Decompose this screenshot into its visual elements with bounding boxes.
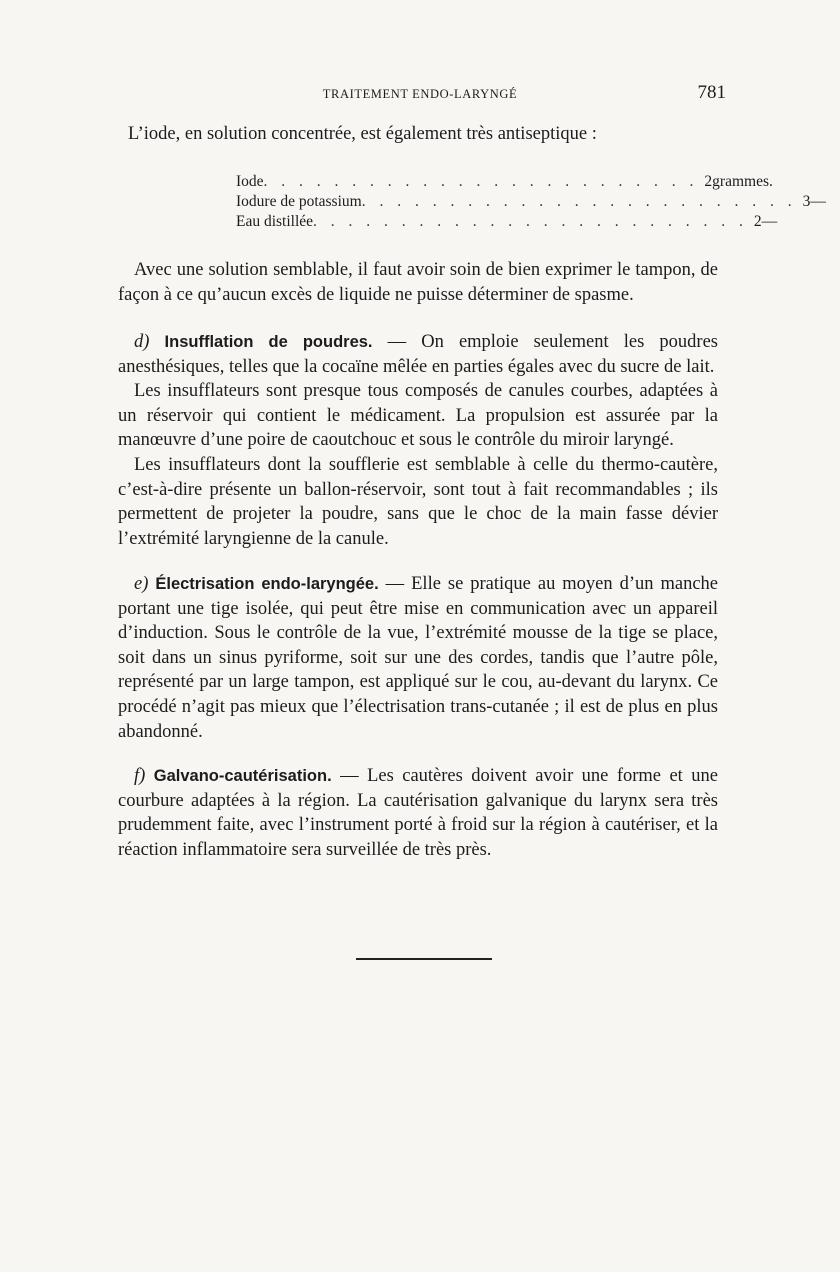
after-formula-paragraph: [118, 258, 718, 307]
section-galvano: [118, 764, 718, 862]
section-letter: e): [134, 574, 149, 594]
section-insufflation: [118, 330, 718, 551]
section-text: — Les cautères doivent avoir une forme et une courbure adaptées à la région. La cautérisation galvanique du larynx sera très prudemment faite, avec l’instrument porté à froid sur la région à cautériser, et la réaction inflammatoire sera surveillée de très près.: [118, 766, 718, 860]
ingredient-name: Iodure de potassium: [236, 193, 362, 210]
ingredient-qty: 2: [753, 213, 762, 230]
formula-table: [236, 172, 826, 232]
section-text: — Elle se pratique au moyen d’un manche portant une tige isolée, qui peut être mise en communication avec un appareil d’induction. Sous le contrôle de la vue, l’extrémité mousse de la tige se place, soit dans un sinus pyriforme, soit sur une des cordes, tandis que l’autre pôle, représenté par un large tampon, est appliqué sur le cou, au-devant du larynx. Ce procédé n’agit pas mieux que l’électrisation trans-cutanée ; il est de plus en plus abandonné.: [118, 574, 719, 742]
page-number: 781: [697, 82, 726, 103]
ingredient-name: Iode: [236, 173, 264, 190]
paragraph-text: Les insufflateurs sont presque tous composés de canules courbes, adaptées à un réservoir qui contient le médicament. La propulsion est assurée par la manœuvre d’une poire de caoutchouc et sous le contrôle du miroir laryngé.: [118, 381, 718, 451]
section-title: Galvano-cautérisation.: [153, 767, 332, 785]
formula-row: [236, 192, 826, 212]
ingredient-unit: —: [810, 193, 826, 210]
formula-row: [236, 172, 773, 192]
paragraph-text: Les insufflateurs dont la soufflerie est semblable à celle du thermo-cautère, c’est-à-dire présente un ballon-réservoir, sont tout à fait recommandables ; ils permettent de projeter la poudre, sans que le choc de la main fasse dévier l’extrémité laryngienne de la canule.: [118, 454, 718, 549]
running-title: TRAITEMENT ENDO-LARYNGÉ: [322, 87, 518, 101]
ingredient-unit: grammes.: [712, 173, 773, 190]
ingredient-name: Eau distillée: [236, 213, 314, 230]
leader-dots: . . . . . . . . . . . . . . . . . . . . . . . . .: [263, 173, 699, 190]
formula-row: [236, 212, 778, 232]
ingredient-unit: —: [761, 213, 778, 230]
section-text: — On emploie seulement les poudres anesthésiques, telles que la cocaïne mêlée en parties égales avec du sucre de lait.: [118, 332, 718, 377]
section-letter: f): [134, 766, 146, 786]
section-end-rule: [356, 958, 492, 960]
leader-dots: . . . . . . . . . . . . . . . . . . . . . . . . .: [313, 213, 748, 230]
section-letter: d): [134, 332, 150, 352]
ingredient-qty: 2: [704, 173, 713, 190]
section-title: Électrisation endo-laryngée.: [155, 575, 379, 593]
running-head: [0, 84, 800, 108]
intro-line: L’iode, en solution concentrée, est également très antiseptique :: [128, 124, 597, 144]
section-title: Insufflation de poudres.: [164, 333, 373, 351]
paragraph-text: Avec une solution semblable, il faut avoir soin de bien exprimer le tampon, de façon à ce qu’aucun excès de liquide ne puisse déterminer de spasme.: [118, 260, 718, 305]
ingredient-qty: 3: [802, 193, 811, 210]
leader-dots: . . . . . . . . . . . . . . . . . . . . . . . . .: [361, 193, 797, 210]
section-electrisation: [118, 572, 718, 744]
